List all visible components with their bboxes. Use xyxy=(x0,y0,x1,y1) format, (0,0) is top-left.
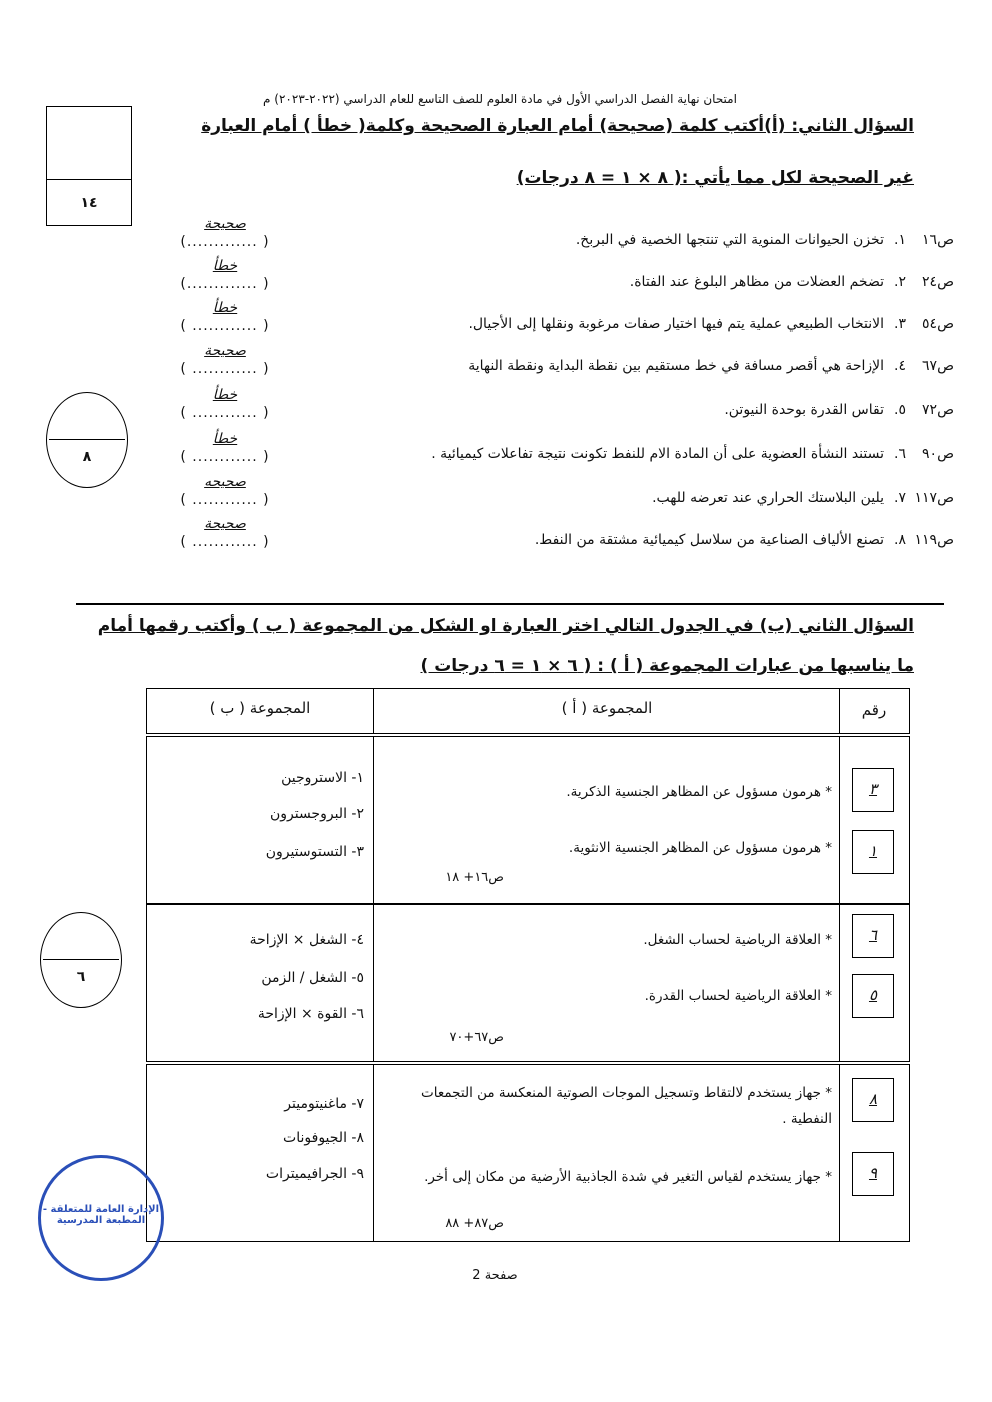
q2b-score-value: ٦ xyxy=(76,969,86,985)
group-b-item: ٦- القوة × الإزاحة xyxy=(257,1006,364,1022)
statement-text: الإزاحة هي أقصر مسافة في خط مستقيم بين نقطة البداية ونقطة النهاية xyxy=(468,358,884,374)
answer-word: صحيحة xyxy=(204,343,246,359)
statement-number: ٥. xyxy=(894,402,906,418)
answer-8 xyxy=(160,516,290,550)
total-score-value: ١٤ xyxy=(80,195,98,211)
page-ref: ص١١٧ xyxy=(914,490,954,506)
answer-box[interactable]: ٩ xyxy=(852,1152,894,1196)
statement-1 xyxy=(314,232,954,248)
statement-number: ٨. xyxy=(894,532,906,548)
statement-number: ٧. xyxy=(894,490,906,506)
statement-5 xyxy=(314,402,954,418)
answer-word: صحيحة xyxy=(204,516,246,532)
group-b-item: ٤- الشغل × الإزاحة xyxy=(249,932,364,948)
total-score-box xyxy=(46,106,132,226)
statement-text: تصنع الألياف الصناعية من سلاسل كيميائية مشتقة من النفط. xyxy=(534,532,884,548)
page-ref: ص٢٤ xyxy=(922,274,954,290)
header-group-b: المجموعة ( ب ) xyxy=(209,699,311,717)
q2b-title: السؤال الثاني (ب) في الجدول التالي اختر العبارة او الشكل من المجموعة ( ب ) وأكتب رقمها أمام xyxy=(97,616,914,636)
page-ref: ص٦٧ xyxy=(922,358,954,374)
group-b-item: ٥- الشغل / الزمن xyxy=(261,970,364,986)
group-b-item: ٨- الجيوفونات xyxy=(283,1130,364,1146)
answer-blank: ( ............ ) xyxy=(180,534,270,550)
statement-8 xyxy=(314,532,954,548)
answer-blank: ( .............) xyxy=(180,234,270,250)
statement-number: ١. xyxy=(894,232,906,248)
group-a-item: * العلاقة الرياضية لحساب الشغل. xyxy=(643,932,832,948)
answer-7 xyxy=(160,474,290,508)
answer-1 xyxy=(160,216,290,250)
answer-box[interactable]: ٣ xyxy=(852,768,894,812)
group-b-item: ٢- البروجسترون xyxy=(269,806,364,822)
answer-blank: ( ............ ) xyxy=(180,449,270,465)
page-ref: ص٥٤ xyxy=(922,316,954,332)
group-a-item: * هرمون مسؤول عن المظاهر الجنسية الانثوية. xyxy=(568,840,832,856)
statement-text: الانتخاب الطبيعي عملية يتم فيها اختيار صفات مرغوبة ونقلها إلى الأجيال. xyxy=(468,316,884,332)
section-divider xyxy=(76,603,944,605)
statement-text: تستند النشأة العضوية على أن المادة الام للنفط تكونت نتيجة تفاعلات كيميائية . xyxy=(431,446,884,462)
answer-6 xyxy=(160,431,290,465)
statement-2 xyxy=(314,274,954,290)
group-b-item: ٩- الجرافيميترات xyxy=(265,1166,364,1182)
answer-word: خطأ xyxy=(212,387,238,403)
page-ref: ص١٦ xyxy=(922,232,954,248)
page-ref: ص٩٠ xyxy=(922,446,954,462)
answer-3 xyxy=(160,300,290,334)
statement-number: ٤. xyxy=(894,358,906,374)
statement-6 xyxy=(314,446,954,462)
answer-blank: ( ............ ) xyxy=(180,361,270,377)
header-num: رقم xyxy=(861,701,887,719)
answer-box[interactable]: ٦ xyxy=(852,914,894,958)
statement-7 xyxy=(314,490,954,506)
statement-text: تقاس القدرة بوحدة النيوتن. xyxy=(724,402,884,418)
answer-blank: ( .............) xyxy=(180,276,270,292)
group-b-item: ٧- ماغنيتوميتر xyxy=(284,1096,364,1112)
answer-box[interactable]: ٨ xyxy=(852,1078,894,1122)
page-ref: ص٧٢ xyxy=(922,402,954,418)
page-ref: ص٨٧+ ٨٨ xyxy=(445,1216,504,1231)
answer-box[interactable]: ٥ xyxy=(852,974,894,1018)
answer-5 xyxy=(160,387,290,421)
page-number: صفحة 2 xyxy=(472,1268,518,1283)
q2b-subtitle: ما يناسبها من عبارات المجموعة ( أ ) : ( ٦ × ١ = ٦ درجات ) xyxy=(420,656,914,676)
page-ref: ص١١٩ xyxy=(914,532,954,548)
q2b-score-circle xyxy=(40,912,122,1008)
statement-number: ٦. xyxy=(894,446,906,462)
stamp-text: الإدارة العامة للمتعلقة - المطبعة المدرسية xyxy=(42,1204,160,1226)
group-b-item: ١- الاستروجين xyxy=(281,770,364,786)
answer-blank: ( ............ ) xyxy=(180,318,270,334)
statement-number: ٣. xyxy=(894,316,906,332)
group-a-item: * العلاقة الرياضية لحساب القدرة. xyxy=(644,988,832,1004)
answer-4 xyxy=(160,343,290,377)
page-ref: ص٦٧+٧٠ xyxy=(449,1030,504,1045)
q2a-score-circle xyxy=(46,392,128,488)
q2a-title: السؤال الثاني: (أ)أكتب كلمة (صحيحة) أمام العبارة الصحيحة وكلمة( خطأ ) أمام العبارة xyxy=(201,116,914,136)
statement-text: تخزن الحيوانات المنوية التي تنتجها الخصية في البربخ. xyxy=(575,232,884,248)
answer-box[interactable]: ١ xyxy=(852,830,894,874)
statement-3 xyxy=(314,316,954,332)
answer-word: صحيحة xyxy=(204,216,246,232)
answer-word: صحيحه xyxy=(204,474,246,490)
school-stamp xyxy=(38,1155,164,1281)
answer-word: خطأ xyxy=(212,431,238,447)
exam-header: امتحان نهاية الفصل الدراسي الأول في مادة العلوم للصف التاسع للعام الدراسي (٢٠٢٢-٢٠٢٣) م xyxy=(263,92,737,106)
header-group-a: المجموعة ( أ ) xyxy=(561,699,653,717)
statement-text: يلين البلاستك الحراري عند تعرضه للهب. xyxy=(652,490,884,506)
group-a-item: * جهاز يستخدم لالتقاط وتسجيل الموجات الصوتية المنعكسة من التجمعات النفطية . xyxy=(421,1085,832,1127)
statement-number: ٢. xyxy=(894,274,906,290)
q2a-score-value: ٨ xyxy=(82,449,92,465)
answer-word: خطأ xyxy=(212,258,238,274)
group-a-item: * هرمون مسؤول عن المظاهر الجنسية الذكرية. xyxy=(566,784,832,800)
group-a-item: * جهاز يستخدم لقياس التغير في شدة الجاذبية الأرضية من مكان إلى أخر. xyxy=(424,1169,832,1185)
q2a-subtitle: غير الصحيحة لكل مما يأتي :( ٨ × ١ = ٨ درجات) xyxy=(516,168,914,188)
answer-2 xyxy=(160,258,290,292)
statement-text: تضخم العضلات من مظاهر البلوغ عند الفتاة. xyxy=(629,274,884,290)
statement-4 xyxy=(314,358,954,374)
page-ref: ص١٦+ ١٨ xyxy=(445,870,504,885)
table-header-row xyxy=(146,688,910,734)
group-b-item: ٣- التستوستيرون xyxy=(265,844,364,860)
answer-blank: ( ............ ) xyxy=(180,492,270,508)
answer-word: خطأ xyxy=(212,300,238,316)
answer-blank: ( ............ ) xyxy=(180,405,270,421)
